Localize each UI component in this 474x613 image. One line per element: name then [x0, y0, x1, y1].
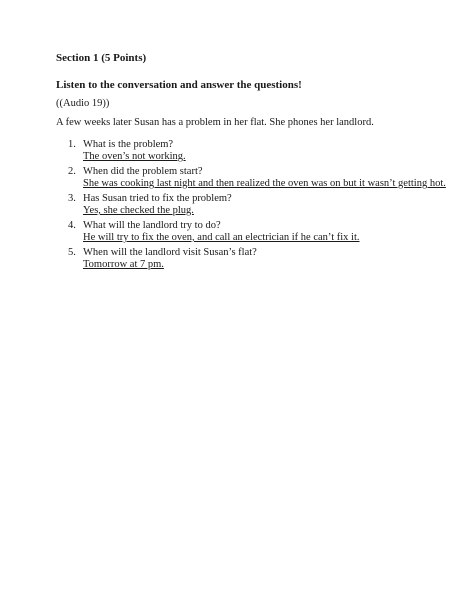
question-text: When did the problem start?	[83, 166, 203, 177]
answer-text: She was cooking last night and then realized the oven was on but it wasn’t getting hot.	[83, 178, 446, 189]
question-item	[56, 166, 456, 190]
question-number: 5.	[68, 247, 76, 258]
answer-text: The oven’s not working.	[83, 151, 186, 162]
instructions: Listen to the conversation and answer the questions!	[56, 79, 302, 91]
intro-text: A few weeks later Susan has a problem in her flat. She phones her landlord.	[56, 117, 374, 128]
answer-text: Yes, she checked the plug.	[83, 205, 194, 216]
question-item	[56, 247, 456, 271]
section-heading: Section 1 (5 Points)	[56, 52, 147, 64]
question-text: Has Susan tried to fix the problem?	[83, 193, 232, 204]
audio-reference: ((Audio 19))	[56, 98, 110, 109]
question-number: 4.	[68, 220, 76, 231]
question-text: What is the problem?	[83, 139, 174, 150]
answer-text: Tomorrow at 7 pm.	[83, 259, 164, 270]
question-list	[56, 139, 456, 274]
answer-text: He will try to fix the oven, and call an electrician if he can’t fix it.	[83, 232, 360, 243]
question-number: 2.	[68, 166, 76, 177]
question-number: 3.	[68, 193, 76, 204]
question-item	[56, 139, 456, 163]
question-text: When will the landlord visit Susan’s flat?	[83, 247, 257, 258]
question-text: What will the landlord try to do?	[83, 220, 221, 231]
question-item	[56, 220, 456, 244]
question-item	[56, 193, 456, 217]
question-number: 1.	[68, 139, 76, 150]
